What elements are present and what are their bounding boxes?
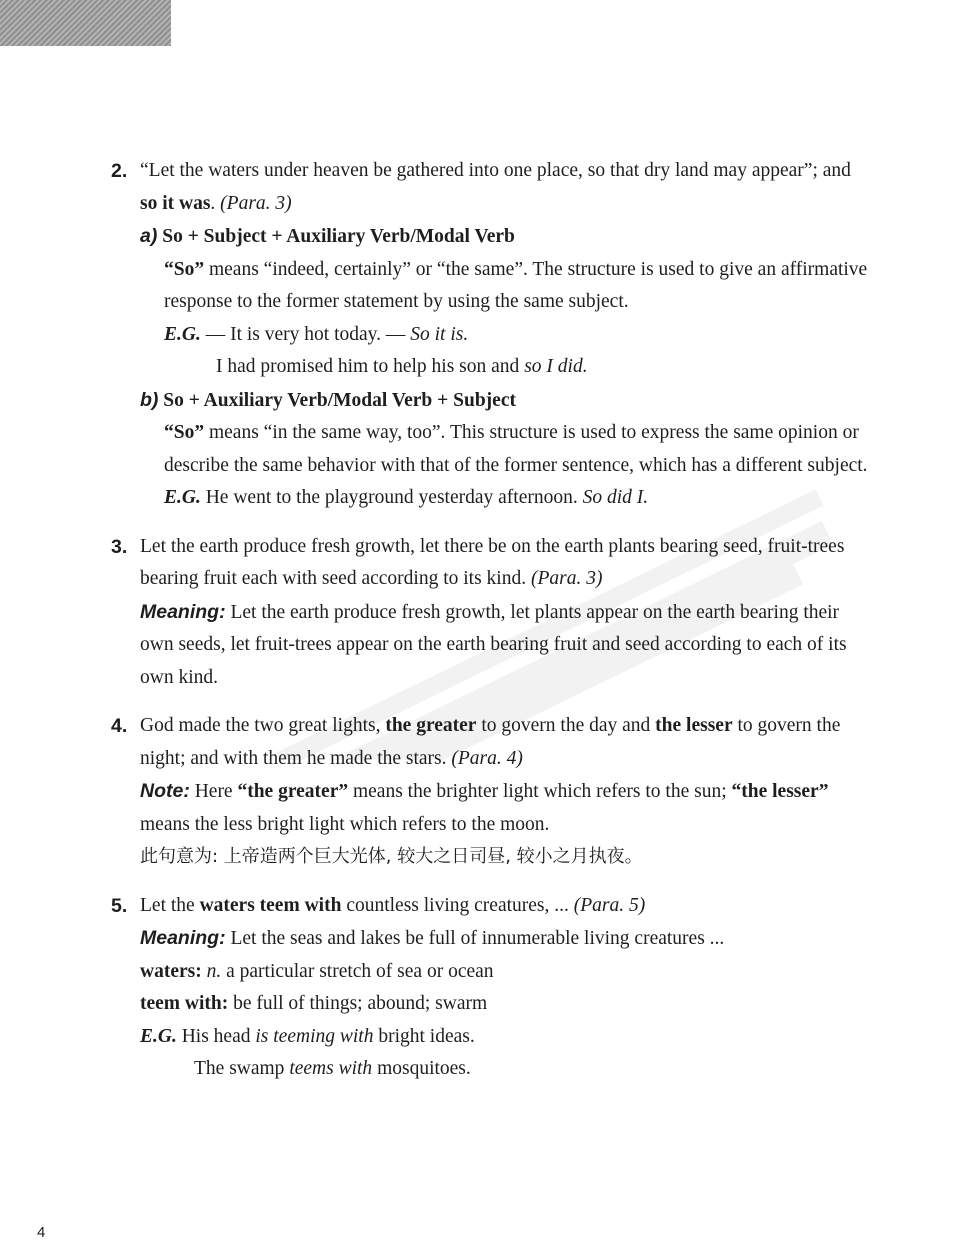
definition-text: a particular stretch of sea or ocean xyxy=(221,960,494,982)
subsection-letter: a) xyxy=(140,225,158,247)
term-quote: “So” xyxy=(164,258,205,280)
note-label: Note: xyxy=(140,780,190,802)
note-emphasis: “the lesser” xyxy=(731,781,829,802)
example-text: His head xyxy=(176,1025,256,1047)
example-text: I had promised him to help his son and xyxy=(216,356,525,377)
item-number: 3. xyxy=(111,535,128,558)
note-item-3 xyxy=(0,531,980,695)
subsection-b-heading xyxy=(140,384,870,418)
note-item-5 xyxy=(0,890,980,1086)
quote-text: Let the earth produce fresh growth, let there be on the earth plants bearing seed, fruit-trees bearing fruit each with seed according to its kind. xyxy=(140,535,845,589)
example-2 xyxy=(140,1053,870,1086)
meaning-text: Let the earth produce fresh growth, let plants appear on the earth bearing their own seeds, let fruit-trees appear on the earth bearing fruit and seed according to each of its own kind. xyxy=(140,601,847,688)
para-reference: (Para. 3) xyxy=(530,568,603,589)
note-item-4 xyxy=(0,710,980,874)
para-reference: (Para. 4) xyxy=(451,747,523,769)
item-number: 4. xyxy=(111,715,128,737)
header-corner-bar xyxy=(0,0,171,46)
subsection-a-heading xyxy=(140,220,870,254)
note-text: means the brighter light which refers to the sun; xyxy=(348,781,732,802)
term-quote: “So” xyxy=(164,422,205,443)
definition-term: waters: xyxy=(140,960,202,982)
part-of-speech: n. xyxy=(206,960,222,982)
meaning-line xyxy=(140,596,870,695)
note-line xyxy=(140,775,870,841)
meaning-label: Meaning: xyxy=(140,927,226,949)
subsection-b-example xyxy=(140,482,870,515)
example-emphasis: is teeming with xyxy=(255,1025,374,1047)
definition-text: be full of things; abound; swarm xyxy=(228,993,488,1014)
example-emphasis: so I did. xyxy=(524,356,588,377)
eg-label: E.G. xyxy=(140,1025,177,1047)
quote-text: to govern the night; and with them he made the stars. xyxy=(140,715,841,769)
example-emphasis: teems with xyxy=(289,1058,373,1079)
example-text: — It is very hot today. — xyxy=(200,323,411,345)
subsection-title: So + Auxiliary Verb/Modal Verb + Subject xyxy=(163,389,516,411)
example-emphasis: So did I. xyxy=(582,487,649,508)
eg-label: E.G. xyxy=(164,487,201,508)
example-text: bright ideas. xyxy=(373,1025,475,1047)
example-1 xyxy=(140,1021,870,1054)
subsection-a-explanation xyxy=(140,254,870,319)
page-number: 4 xyxy=(37,1224,46,1241)
definition-term: teem with: xyxy=(140,993,229,1014)
quote-text: countless living creatures, ... xyxy=(341,894,574,916)
chinese-translation: 此句意为: 上帝造两个巨大光体, 较大之日司昼, 较小之月执夜。 xyxy=(140,846,643,867)
item-quote xyxy=(140,710,870,775)
meaning-text: Let the seas and lakes be full of innumerable living creatures ... xyxy=(225,928,725,949)
eg-label: E.G. xyxy=(164,323,201,345)
quote-text: Let the xyxy=(140,894,200,916)
item-quote xyxy=(140,890,870,923)
example-text: He went to the playground yesterday afternoon. xyxy=(200,487,583,508)
explanation-text: means “indeed, certainly” or “the same”. The structure is used to give an affirmative response to the former statement by using the same subject. xyxy=(164,258,868,312)
note-item-2 xyxy=(0,155,980,515)
example-text: mosquitoes. xyxy=(372,1058,471,1079)
quote-text: to govern the day and xyxy=(476,715,656,736)
definition-teem-with xyxy=(140,988,870,1021)
item-number: 2. xyxy=(111,160,128,182)
item-quote xyxy=(140,531,870,596)
item-number: 5. xyxy=(111,894,128,917)
explanation-text: means “in the same way, too”. This structure is used to express the same opinion or describe the same behavior with that of the former sentence, which has a different subject. xyxy=(164,422,868,476)
example-emphasis: So it is. xyxy=(410,323,469,345)
subsection-b-explanation xyxy=(140,417,870,482)
meaning-line xyxy=(140,922,870,956)
page-content xyxy=(0,155,980,1086)
quote-emphasis: the lesser xyxy=(655,715,733,736)
note-text: means the less bright light which refers to the moon. xyxy=(140,813,550,835)
example-text: The swamp xyxy=(194,1058,290,1079)
para-reference: (Para. 3) xyxy=(220,192,292,214)
meaning-label: Meaning: xyxy=(140,600,226,623)
quote-punct: . xyxy=(210,192,221,214)
quote-emphasis: the greater xyxy=(385,715,477,736)
note-emphasis: “the greater” xyxy=(237,781,349,802)
subsection-a-example-2 xyxy=(140,351,870,384)
quote-emphasis: waters teem with xyxy=(199,894,342,916)
subsection-title: So + Subject + Auxiliary Verb/Modal Verb xyxy=(162,226,515,247)
subsection-a-example-1 xyxy=(140,319,870,352)
definition-waters xyxy=(140,956,870,989)
para-reference: (Para. 5) xyxy=(573,894,646,916)
note-text: Here xyxy=(189,781,238,802)
quote-text: God made the two great lights, xyxy=(140,715,386,736)
quote-emphasis: so it was xyxy=(140,192,211,214)
subsection-letter: b) xyxy=(140,388,159,411)
quote-text: “Let the waters under heaven be gathered into one place, so that dry land may appear”; and xyxy=(140,160,851,181)
item-quote xyxy=(140,155,870,220)
